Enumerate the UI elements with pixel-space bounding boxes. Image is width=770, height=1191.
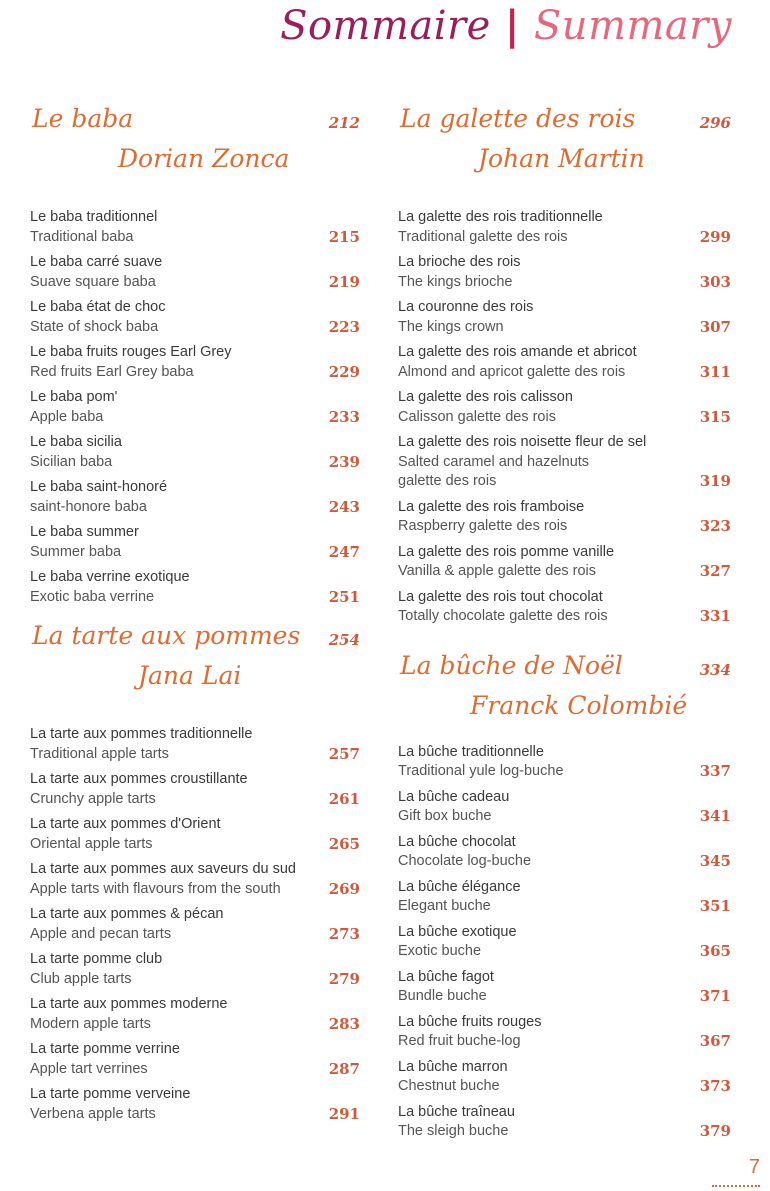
toc-entry[interactable] [398, 208, 731, 247]
toc-entry[interactable] [398, 298, 731, 337]
entry-title-en: Verbena apple tarts [30, 1105, 156, 1122]
toc-entry[interactable] [398, 743, 731, 782]
entry-page-number[interactable]: 367 [699, 1032, 731, 1050]
entry-title-en: Apple baba [30, 408, 104, 425]
entry-title-en: Traditional galette des rois [398, 228, 568, 245]
entry-page-number[interactable]: 345 [699, 852, 731, 870]
entry-title-en: Chestnut buche [398, 1078, 500, 1094]
toc-entry[interactable] [398, 1103, 731, 1142]
toc-entry[interactable] [30, 208, 360, 247]
entry-title-en: Apple tart verrines [30, 1060, 148, 1077]
entry-title-en: Traditional yule log-buche [398, 763, 564, 779]
section-header [398, 100, 731, 208]
toc-entry[interactable] [398, 498, 731, 537]
entry-title-en: Bundle buche [398, 988, 487, 1004]
entry-title-fr: La tarte pomme club [30, 951, 163, 967]
entry-page-number[interactable]: 371 [699, 987, 731, 1005]
entry-title-fr: La galette des rois framboise [398, 498, 585, 515]
entry-title-fr: La tarte aux pommes traditionnelle [30, 726, 253, 742]
section-buche-de-noel [398, 647, 731, 1142]
page-title [280, 2, 732, 49]
title-french: Sommaire [280, 3, 491, 49]
entry-title-fr: La bûche traditionnelle [398, 743, 544, 760]
entry-title-fr: La galette des rois pomme vanille [398, 543, 615, 560]
entry-title-en: Traditional baba [30, 228, 134, 245]
entry-page-number[interactable]: 273 [328, 924, 360, 943]
entry-title-en: Traditional apple tarts [30, 745, 169, 762]
entry-page-number[interactable]: 287 [328, 1059, 360, 1078]
entry-page-number[interactable]: 223 [328, 317, 360, 336]
entry-title-en: Gift box buche [398, 808, 492, 824]
section-title: La galette des rois [400, 104, 636, 133]
entry-title-en: Vanilla & apple galette des rois [398, 563, 597, 579]
entry-title-en: Apple and pecan tarts [30, 925, 172, 942]
entry-page-number[interactable]: 365 [699, 942, 731, 960]
section-title: Le baba [32, 104, 134, 133]
toc-entry[interactable] [398, 878, 731, 917]
entry-page-number[interactable]: 279 [328, 969, 360, 988]
section-title: La tarte aux pommes [32, 621, 301, 650]
entry-title-fr: Le baba pom' [30, 389, 118, 405]
toc-entry[interactable] [30, 770, 360, 809]
entry-page-number[interactable]: 219 [328, 272, 360, 291]
entry-page-number[interactable]: 215 [328, 227, 360, 246]
entry-title-fr: La tarte pomme verrine [30, 1041, 180, 1057]
section-page-number[interactable]: 334 [699, 660, 731, 679]
entry-title-en: Sicilian baba [30, 453, 113, 470]
entry-page-number[interactable]: 337 [699, 762, 731, 780]
entry-title-fr: Le baba saint-honoré [30, 479, 168, 495]
entry-page-number[interactable]: 351 [699, 897, 731, 915]
entry-title-en: State of shock baba [30, 318, 159, 335]
section-header [398, 647, 731, 743]
entry-title-fr: La bûche chocolat [398, 833, 516, 850]
toc-entry[interactable] [30, 1085, 360, 1124]
entry-title-fr: La galette des rois tout chocolat [398, 588, 603, 605]
toc-entry[interactable] [398, 1058, 731, 1097]
toc-entry[interactable] [30, 1040, 360, 1079]
entry-title-fr: Le baba summer [30, 524, 139, 540]
entry-title-fr: La bûche élégance [398, 878, 521, 895]
entry-title-fr: La tarte aux pommes croustillante [30, 771, 248, 787]
entry-page-number[interactable]: 243 [328, 497, 360, 516]
entry-page-number[interactable]: 247 [328, 542, 360, 561]
entry-title-fr: Le baba sicilia [30, 434, 122, 450]
entry-title-fr: La couronne des rois [398, 299, 534, 315]
left-column [30, 100, 360, 1130]
section-chef: Johan Martin [478, 144, 645, 173]
section-title: La bûche de Noël [400, 650, 623, 680]
entry-title-fr: La bûche exotique [398, 923, 517, 940]
entry-title-fr: La bûche fruits rouges [398, 1013, 542, 1030]
section-header [30, 100, 360, 208]
entry-title-fr: La galette des rois traditionnelle [398, 209, 603, 225]
entry-title-fr: La tarte aux pommes & pécan [30, 906, 224, 922]
section-page-number[interactable]: 212 [328, 114, 360, 132]
toc-entry[interactable] [398, 968, 731, 1007]
entry-title-en: Crunchy apple tarts [30, 790, 156, 807]
toc-entry[interactable] [30, 995, 360, 1034]
toc-entry[interactable] [30, 860, 360, 899]
entry-title-en: The kings crown [398, 318, 504, 335]
section-header [30, 617, 360, 725]
section-chef: Dorian Zonca [118, 144, 290, 173]
entry-title-en: Elegant buche [398, 898, 491, 914]
entry-page-number[interactable]: 283 [328, 1014, 360, 1033]
entry-title-fr: La bûche marron [398, 1058, 508, 1075]
entry-title-fr: La tarte aux pommes moderne [30, 996, 228, 1012]
entry-title-fr: La bûche traîneau [398, 1103, 515, 1120]
toc-entry[interactable] [30, 433, 360, 472]
entry-page-number[interactable]: 239 [328, 452, 360, 471]
entry-title-fr: La bûche fagot [398, 968, 494, 985]
entry-title-en: Club apple tarts [30, 970, 132, 987]
entry-title-en: Totally chocolate galette des rois [398, 608, 608, 624]
entry-page-number[interactable]: 341 [699, 807, 731, 825]
entry-title-en: The kings brioche [398, 273, 513, 290]
entry-title-fr: La bûche cadeau [398, 788, 510, 805]
entry-title-en: Suave square baba [30, 273, 156, 290]
entry-page-number[interactable]: 319 [699, 472, 731, 490]
title-separator: | [504, 2, 520, 49]
entry-title-en: Exotic baba verrine [30, 588, 155, 605]
entry-page-number[interactable]: 307 [699, 317, 731, 336]
entry-title-en: Summer baba [30, 543, 122, 560]
entry-title-en: Exotic buche [398, 943, 482, 959]
entry-page-number[interactable]: 233 [328, 407, 360, 426]
section-galette-des-rois [398, 100, 731, 627]
title-english: Summary [533, 3, 732, 49]
toc-entry[interactable] [30, 950, 360, 989]
entry-title-en: Oriental apple tarts [30, 835, 153, 852]
section-chef: Jana Lai [138, 661, 242, 690]
page-number-dots [712, 1185, 760, 1187]
entry-title-fr: Le baba carré suave [30, 254, 163, 270]
entry-title-fr: La galette des rois noisette fleur de sel [398, 434, 647, 450]
entry-page-number[interactable]: 299 [699, 227, 731, 246]
entry-title-en: Modern apple tarts [30, 1015, 151, 1032]
section-baba [30, 100, 360, 607]
entry-title-fr: Le baba état de choc [30, 299, 166, 315]
entry-title-en: Red fruit buche-log [398, 1033, 521, 1049]
entry-page-number[interactable]: 373 [699, 1077, 731, 1095]
entry-title-fr: Le baba traditionnel [30, 209, 158, 225]
entry-title-en: Apple tarts with flavours from the south [30, 880, 281, 897]
entry-page-number[interactable]: 257 [328, 744, 360, 763]
entry-title-fr: La tarte aux pommes aux saveurs du sud [30, 861, 296, 877]
toc-entry[interactable] [30, 905, 360, 944]
entry-title-fr: La brioche des rois [398, 254, 521, 270]
entry-page-number[interactable]: 251 [328, 587, 360, 606]
toc-entry[interactable] [398, 788, 731, 827]
entry-title-en: Salted caramel and hazelnuts [398, 453, 590, 470]
section-tarte-aux-pommes [30, 617, 360, 1124]
entry-title-fr: Le baba verrine exotique [30, 569, 190, 585]
entry-page-number[interactable]: 327 [699, 562, 731, 580]
entry-title-en: Calisson galette des rois [398, 408, 556, 425]
toc-entry[interactable] [398, 253, 731, 292]
entry-title-en: Red fruits Earl Grey baba [30, 363, 194, 380]
entry-page-number[interactable]: 261 [328, 789, 360, 808]
entry-title-en: saint-honore baba [30, 498, 147, 515]
toc-entry[interactable] [398, 1013, 731, 1052]
toc-entry[interactable] [30, 568, 360, 607]
entry-title-en: Almond and apricot galette des rois [398, 363, 626, 380]
entry-page-number[interactable]: 311 [699, 362, 731, 381]
entry-title-fr: Le baba fruits rouges Earl Grey [30, 344, 232, 360]
section-page-number[interactable]: 296 [699, 114, 731, 132]
entry-page-number[interactable]: 303 [699, 272, 731, 291]
right-column [398, 100, 731, 1148]
entry-title-fr: La galette des rois amande et abricot [398, 344, 637, 360]
toc-entry[interactable] [398, 433, 731, 492]
entry-title-fr: La tarte aux pommes d'Orient [30, 816, 221, 832]
toc-entry[interactable] [30, 815, 360, 854]
entry-title-en: The sleigh buche [398, 1123, 509, 1139]
page-number: 7 [748, 1156, 760, 1178]
entry-page-number[interactable]: 323 [699, 517, 731, 535]
toc-entry[interactable] [398, 343, 731, 382]
toc-entry[interactable] [30, 298, 360, 337]
entry-page-number[interactable]: 315 [699, 407, 731, 426]
entry-title-fr: La galette des rois calisson [398, 389, 573, 405]
toc-entry[interactable] [30, 343, 360, 382]
entry-title-en: Raspberry galette des rois [398, 518, 568, 534]
toc-entry[interactable] [398, 543, 731, 582]
entry-title-en-continued: galette des rois [398, 473, 497, 489]
entry-page-number[interactable]: 265 [328, 834, 360, 853]
entry-page-number[interactable]: 331 [699, 607, 731, 625]
entry-page-number[interactable]: 269 [328, 879, 360, 898]
toc-entry[interactable] [30, 478, 360, 517]
entry-page-number[interactable]: 291 [328, 1104, 360, 1123]
toc-entry[interactable] [30, 523, 360, 562]
toc-entry[interactable] [398, 833, 731, 872]
toc-entry[interactable] [398, 388, 731, 427]
toc-entry[interactable] [30, 725, 360, 764]
section-chef: Franck Colombié [470, 690, 688, 720]
entry-page-number[interactable]: 229 [328, 362, 360, 381]
toc-entry[interactable] [30, 253, 360, 292]
section-page-number[interactable]: 254 [328, 631, 360, 649]
toc-entry[interactable] [398, 588, 731, 627]
entry-page-number[interactable]: 379 [699, 1122, 731, 1140]
entry-title-fr: La tarte pomme verveine [30, 1086, 191, 1102]
entry-title-en: Chocolate log-buche [398, 853, 532, 869]
toc-entry[interactable] [398, 923, 731, 962]
toc-entry[interactable] [30, 388, 360, 427]
